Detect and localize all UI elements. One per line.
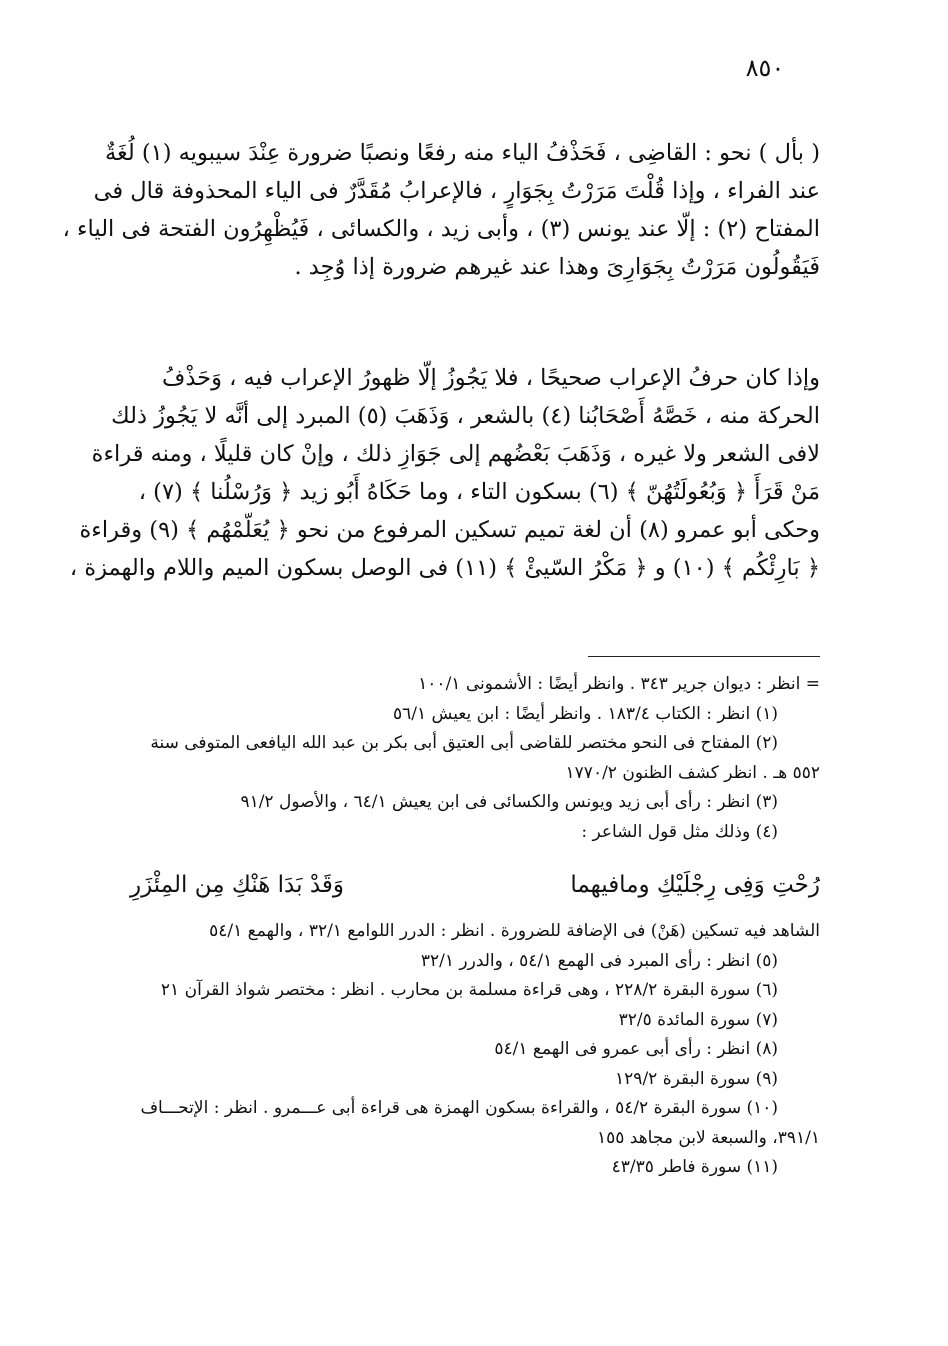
- footnote-3: (٣) انظر : رأى أبى زيد ويونس والكسائى فى ابن يعيش ٦٤/١ ، والأصول ٩١/٢: [240, 792, 778, 812]
- footnote-6: (٦) سورة البقرة ٢٢٨/٢ ، وهى قراءة مسلمة بن محارب . انظر : مختصر شواذ القرآن ٢١: [160, 980, 778, 1000]
- poetry-verse: [130, 847, 820, 917]
- text-line: ( بأل ) نحو : القاضِى ، فَحَذْفُ الياء منه رفعًا ونصبًا ضرورة عِنْدَ سيبويه (١) لُغَةٌ: [104, 140, 820, 166]
- paragraph-2: [69, 359, 820, 587]
- footnotes: [130, 670, 820, 1183]
- footnote-7: (٧) سورة المائدة ٣٢/٥: [618, 1009, 778, 1030]
- footnote-8: (٨) انظر : رأى أبى عمرو فى الهمع ٥٤/١: [494, 1039, 778, 1059]
- footnote-separator: [588, 656, 820, 657]
- verse-second-hemistich: وَقَدْ بَدَا هَنْكِ مِن المِئْزَرِ: [130, 872, 344, 898]
- footnote-2-continued: ٥٥٢ هـ . انظر كشف الظنون ١٧٧٠/٢: [565, 762, 820, 783]
- footnote-1: (١) انظر : الكتاب ١٨٣/٤ . وانظر أيضًا : ابن يعيش ٥٦/١: [393, 703, 778, 724]
- text-line: لافى الشعر ولا غيره ، وَذَهَبَ بَعْضُهم إلى جَوَازِ ذلك ، وإنْ كان قليلًا ، ومنه قراءة: [91, 441, 820, 467]
- footnote-9: (٩) سورة البقرة ١٢٩/٢: [615, 1068, 778, 1089]
- footnote-10: (١٠) سورة البقرة ٥٤/٢ ، والقراءة بسكون الهمزة هى قراءة أبى عـــمرو . انظر : الإتحـــاف: [140, 1098, 778, 1118]
- text-line: ﴿ بَارِئْكُم ﴾ (١٠) و ﴿ مَكْرُ السّيئْ ﴾ (١١) فى الوصل بسكون الميم واللام والهمزة ،: [69, 555, 820, 581]
- text-line: الحركة منه ، خَصَّهُ أَصْحَابُنا (٤) بالشعر ، وَذَهَبَ (٥) المبرد إلى أنَّه لا يَجُوزُ ذلك: [111, 403, 820, 429]
- footnote-continuation: = انظر : ديوان جرير ٣٤٣ . وانظر أيضًا : الأشمونى ١٠٠/١: [418, 674, 820, 694]
- verse-first-hemistich: رُحْتِ وَفِى رِجْلَيْكِ ومافيهما: [570, 872, 820, 898]
- text-line: المفتاح (٢) : إلّا عند يونس (٣) ، وأبى زيد ، والكسائى ، فَيُظْهِرُون الفتحة فى الياء ،: [62, 216, 820, 242]
- footnote-4-note: الشاهد فيه تسكين (هَنْ) فى الإضافة للضرورة . انظر : الدرر اللوامع ٣٢/١ ، والهمع ٥٤/١: [209, 921, 820, 941]
- footnote-11: (١١) سورة فاطر ٤٣/٣٥: [611, 1157, 778, 1177]
- paragraph-1: [62, 134, 820, 286]
- text-line: وإذا كان حرفُ الإعراب صحيحًا ، فلا يَجُوزُ إلّا ظهورُ الإعراب فيه ، وَحَذْفُ: [162, 365, 820, 391]
- text-line: وحكى أبو عمرو (٨) أن لغة تميم تسكين المرفوع من نحو ﴿ يُعَلّمْهُم ﴾ (٩) وقراءة: [79, 517, 820, 543]
- text-line: عند الفراء ، وإذا قُلْتَ مَرَرْتُ بِجَوَارٍ ، فالإعرابُ مُقَدَّرٌ فى الياء المحذوفة قال فى: [93, 178, 820, 204]
- footnote-5: (٥) انظر : رأى المبرد فى الهمع ٥٤/١ ، والدرر ٣٢/١: [420, 950, 778, 971]
- footnote-2: (٢) المفتاح فى النحو مختصر للقاضى أبى العتيق أبى بكر بن عبد الله اليافعى المتوفى سنة: [150, 733, 778, 753]
- page-number: ٨٥٠: [745, 54, 785, 82]
- text-line: مَنْ قَرَأَ ﴿ وَبُعُولَتُهُنّ ﴾ (٦) بسكون التاء ، وما حَكَاهُ أَبُو زيد ﴿ وَرُسْلُنا ﴾ (٧) ،: [138, 479, 820, 505]
- text-line: فَيَقُولُون مَرَرْتُ بِجَوَارِىَ وهذا عند غيرهم ضرورة إذا وُجِد .: [294, 254, 820, 280]
- footnote-10-continued: ٣٩١/١، والسبعة لابن مجاهد ١٥٥: [596, 1127, 820, 1148]
- footnote-4: (٤) وذلك مثل قول الشاعر :: [581, 821, 778, 842]
